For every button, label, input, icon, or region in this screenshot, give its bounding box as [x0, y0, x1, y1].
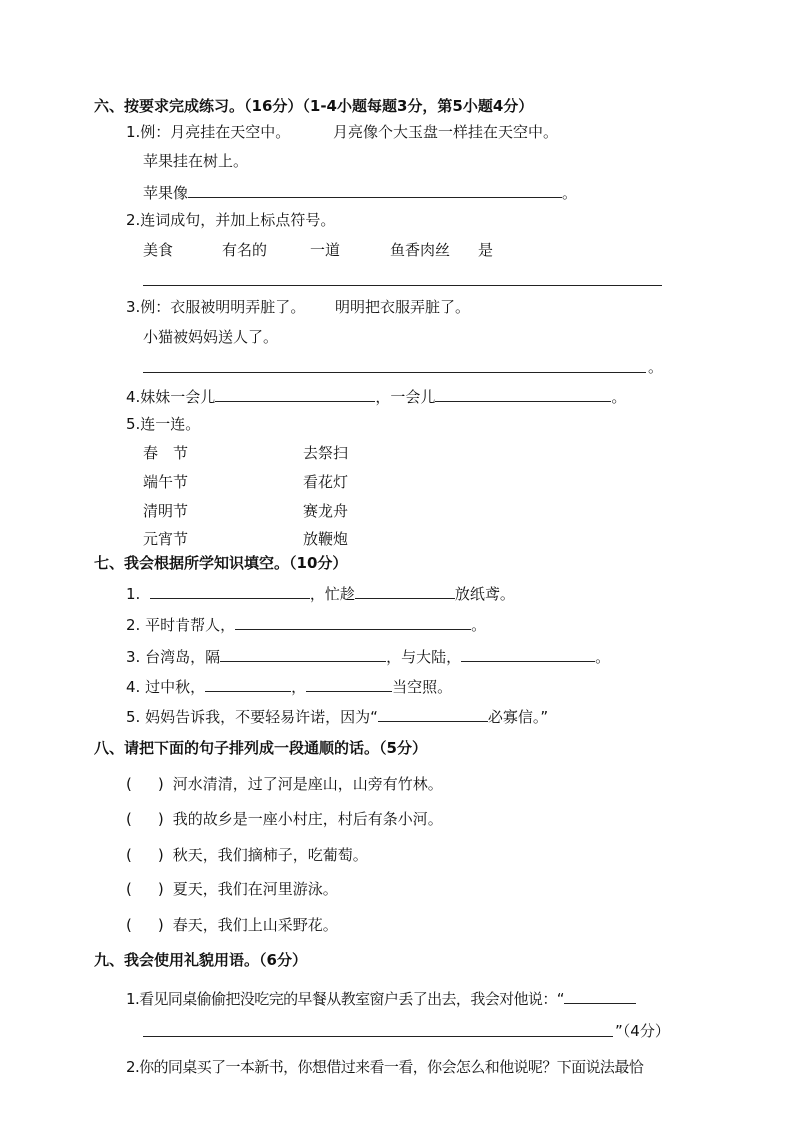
fill-1-blank-b[interactable]	[355, 582, 455, 599]
festival-item[interactable]: 端午节	[143, 473, 189, 491]
fill-2-blank[interactable]	[235, 613, 471, 630]
q3-example-rewritten: 明明把衣服弄脏了。	[335, 298, 471, 316]
fill-1-end: 放纸鸢。	[454, 585, 515, 603]
order-input[interactable]: ( )	[126, 846, 164, 864]
fill-4-mid: ，	[291, 678, 307, 696]
q1-example-rewritten: 月亮像个大玉盘一样挂在天空中。	[333, 123, 559, 141]
ordering-item	[126, 774, 443, 794]
polite-q1-text: 1.看见同桌偷偷把没吃完的早餐从教室窗户丢了出去，我会对他说：“	[126, 990, 564, 1008]
order-input[interactable]: ( )	[126, 810, 164, 828]
q3-sentence: 小猫被妈妈送人了。	[143, 328, 279, 346]
q2-word: 一道	[310, 241, 341, 259]
activity-item[interactable]: 去祭扫	[303, 444, 349, 462]
fill-3-mid: ，与大陆，	[386, 648, 462, 666]
fill-line-5	[126, 705, 548, 727]
q2-word: 是	[478, 241, 494, 259]
ordering-item	[126, 915, 338, 935]
ordering-item	[126, 809, 443, 829]
fill-4-blank-b[interactable]	[306, 675, 392, 692]
fill-1-num: 1.	[126, 585, 141, 603]
fill-5-blank[interactable]	[378, 705, 488, 722]
section-6-title: 六、按要求完成练习。（16分）（1-4小题每题3分，第5小题4分）	[94, 97, 534, 115]
q5-title: 5.连一连。	[126, 415, 201, 433]
activity-item[interactable]: 放鞭炮	[303, 530, 349, 548]
q4-middle: ，一会儿	[375, 388, 436, 406]
fill-5-end: 必寡信。”	[487, 708, 549, 726]
q2-word: 美食	[143, 241, 174, 259]
festival-item[interactable]: 元宵节	[143, 530, 189, 548]
fill-3-end: 。	[595, 648, 611, 666]
polite-q1	[126, 987, 636, 1009]
polite-q1-blank-a[interactable]	[564, 987, 636, 1004]
q4-prefix: 4.妹妹一会儿	[126, 388, 216, 406]
fill-4-pre: 4. 过中秋，	[126, 678, 206, 696]
q1-answer-blank[interactable]	[188, 181, 562, 198]
fill-line-4	[126, 675, 452, 697]
q1-prefix: 苹果像	[143, 184, 189, 202]
fill-3-blank-b[interactable]	[461, 645, 595, 662]
q4-suffix: 。	[611, 388, 627, 406]
activity-item[interactable]: 赛龙舟	[303, 502, 349, 520]
fill-1-blank-a[interactable]	[150, 582, 310, 599]
section-8-title: 八、请把下面的句子排列成一段通顺的话。（5分）	[94, 739, 427, 757]
fill-2-pre: 2. 平时肯帮人，	[126, 616, 236, 634]
fill-4-blank-a[interactable]	[205, 675, 291, 692]
festival-item[interactable]: 清明节	[143, 502, 189, 520]
q3-answer-blank[interactable]	[143, 372, 646, 373]
activity-item[interactable]: 看花灯	[303, 473, 349, 491]
polite-q1-end: ”（4分）	[615, 1022, 670, 1040]
section-9-title: 九、我会使用礼貌用语。（6分）	[94, 951, 307, 969]
fill-5-pre: 5. 妈妈告诉我，不要轻易许诺，因为“	[126, 708, 378, 726]
ordering-item	[126, 845, 368, 865]
q1-example-original: 1.例：月亮挂在天空中。	[126, 123, 291, 141]
q4-line	[126, 385, 626, 407]
ordering-sentence: 夏天，我们在河里游泳。	[172, 880, 338, 898]
ordering-sentence: 我的故乡是一座小村庄，村后有条小河。	[172, 810, 443, 828]
q2-word: 有名的	[222, 241, 268, 259]
polite-q2: 2.你的同桌买了一本新书，你想借过来看一看，你会怎么和他说呢？下面说法最恰	[126, 1058, 644, 1076]
ordering-item	[126, 879, 338, 899]
fill-line-3	[126, 645, 610, 667]
festival-item[interactable]: 春 节	[143, 444, 189, 462]
fill-3-pre: 3. 台湾岛，隔	[126, 648, 221, 666]
fill-line-1	[126, 582, 515, 604]
q2-title: 2.连词成句，并加上标点符号。	[126, 211, 336, 229]
q1-sentence: 苹果挂在树上。	[143, 152, 249, 170]
ordering-sentence: 河水清清，过了河是座山，山旁有竹林。	[172, 775, 443, 793]
q4-blank-2[interactable]	[435, 385, 611, 402]
fill-2-end: 。	[471, 616, 487, 634]
q3-example-original: 3.例：衣服被明明弄脏了。	[126, 298, 306, 316]
ordering-sentence: 春天，我们上山采野花。	[172, 916, 338, 934]
q4-blank-1[interactable]	[215, 385, 375, 402]
section-7-title: 七、我会根据所学知识填空。（10分）	[94, 554, 348, 572]
q1-answer-line	[143, 181, 577, 203]
order-input[interactable]: ( )	[126, 775, 164, 793]
q2-answer-blank[interactable]	[143, 285, 662, 286]
fill-4-end: 当空照。	[392, 678, 453, 696]
q2-word: 鱼香肉丝	[390, 241, 451, 259]
fill-line-2	[126, 613, 486, 635]
polite-q1-blank-b[interactable]	[143, 1036, 613, 1037]
order-input[interactable]: ( )	[126, 880, 164, 898]
fill-1-mid: ，忙趁	[309, 585, 355, 603]
ordering-sentence: 秋天，我们摘柿子，吃葡萄。	[172, 846, 368, 864]
q3-suffix: 。	[648, 358, 664, 376]
q1-suffix: 。	[562, 184, 578, 202]
fill-3-blank-a[interactable]	[220, 645, 386, 662]
order-input[interactable]: ( )	[126, 916, 164, 934]
